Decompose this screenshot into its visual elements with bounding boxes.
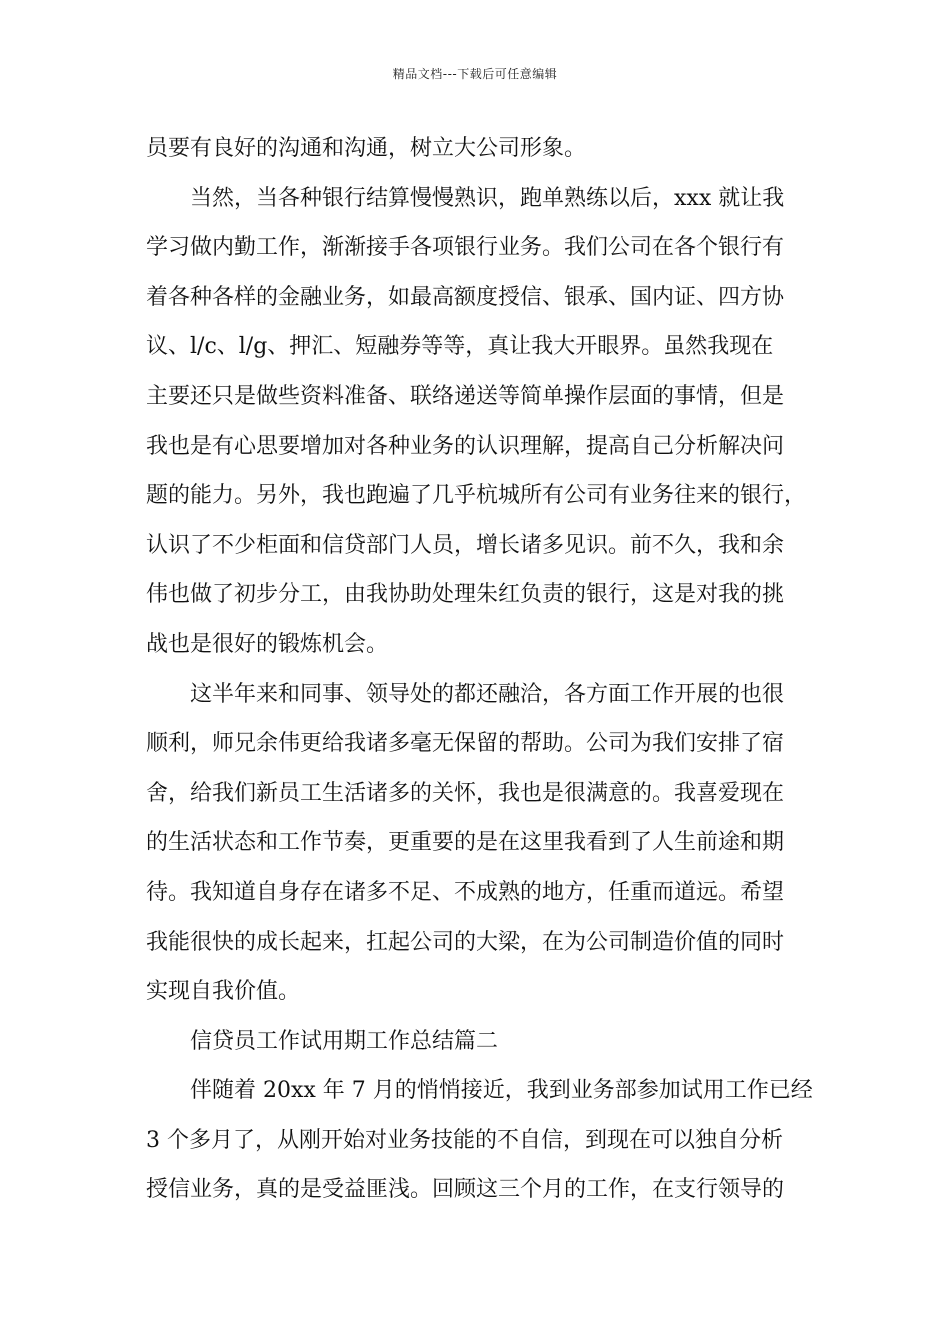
- text-line: 授信业务，真的是受益匪浅。回顾这三个月的工作，在支行领导的: [146, 1177, 785, 1203]
- text-line: 战也是很好的锻炼机会。: [146, 631, 389, 657]
- page-header: 精品文档---下载后可任意编辑: [392, 67, 558, 81]
- text-line: 员要有良好的沟通和沟通，树立大公司形象。: [146, 136, 587, 161]
- text-line: 着各种各样的金融业务，如最高额度授信、银承、国内证、四方协: [146, 284, 785, 310]
- text-line: 我也是有心思要增加对各种业务的认识理解，提高自己分析解决问: [146, 433, 785, 459]
- text-line: 主要还只是做些资料准备、联络递送等简单操作层面的事情，但是: [146, 383, 785, 409]
- text-line: 学习做内勤工作，渐渐接手各项银行业务。我们公司在各个银行有: [146, 235, 785, 261]
- document-body: [146, 124, 826, 1215]
- text-line: 信贷员工作试用期工作总结篇二: [190, 1028, 499, 1054]
- text-line: 伴随着 20xx 年 7 月的悄悄接近，我到业务部参加试用工作已经: [190, 1078, 813, 1104]
- text-line: 舍，给我们新员工生活诸多的关怀，我也是很满意的。我喜爱现在: [146, 780, 785, 806]
- text-line: 认识了不少柜面和信贷部门人员，增长诸多见识。前不久，我和余: [146, 532, 785, 558]
- text-line: 实现自我价值。: [146, 979, 301, 1005]
- text-line: 这半年来和同事、领导处的都还融洽，各方面工作开展的也很: [190, 681, 785, 707]
- text-line: 的生活状态和工作节奏，更重要的是在这里我看到了人生前途和期: [146, 830, 785, 856]
- text-line: 当然，当各种银行结算慢慢熟识，跑单熟练以后，xxx 就让我: [190, 185, 785, 211]
- text-line: 顺利，师兄余伟更给我诸多毫无保留的帮助。公司为我们安排了宿: [146, 731, 785, 757]
- text-line: 待。我知道自身存在诸多不足、不成熟的地方，任重而道远。希望: [146, 879, 785, 905]
- text-line: 伟也做了初步分工，由我协助处理朱红负责的银行，这是对我的挑: [146, 582, 785, 608]
- text-line: 我能很快的成长起来，扛起公司的大梁，在为公司制造价值的同时: [146, 929, 785, 955]
- text-line: 3 个多月了，从刚开始对业务技能的不自信，到现在可以独自分析: [146, 1127, 783, 1153]
- text-line: 题的能力。另外，我也跑遍了几乎杭城所有公司有业务往来的银行，: [146, 483, 807, 509]
- text-line: 议、l/c、l/g、押汇、短融券等等，真让我大开眼界。虽然我现在: [146, 334, 774, 360]
